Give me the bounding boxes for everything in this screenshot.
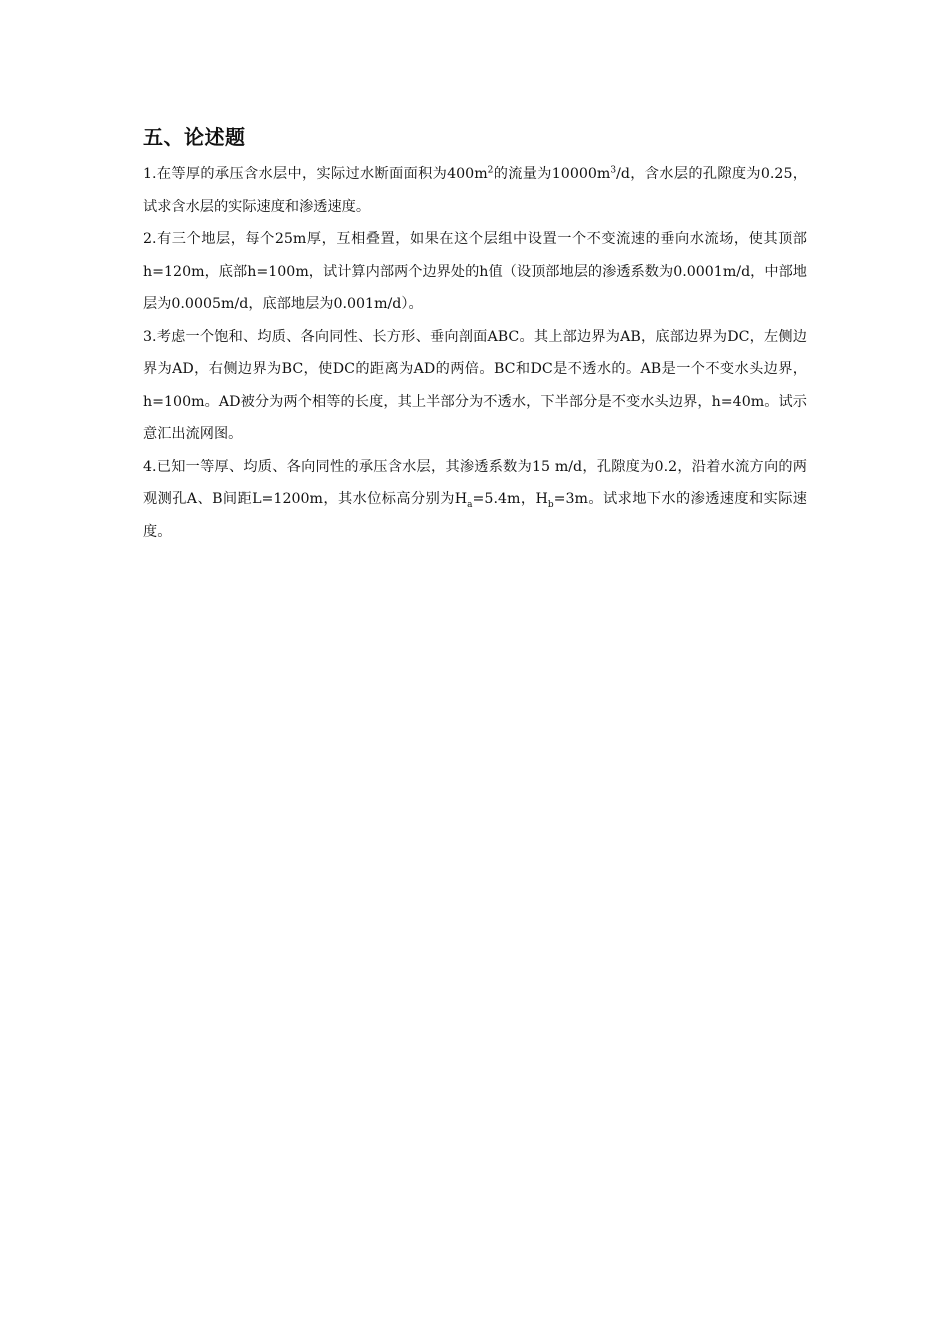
question-1-sup-b: 3 [610, 165, 617, 176]
question-3: 3.考虑一个饱和、均质、各向同性、长方形、垂向剖面ABC。其上部边界为AB，底部边界为DC，左侧边界为AD，右侧边界为BC，使DC的距离为AD的两倍。BC和DC是不透水的。AB是一个不变水头边界，h=100m。AD被分为两个相等的长度，其上半部分为不透水，下半部分是不变水头边界，h=40m。试示意汇出流网图。 [143, 328, 807, 442]
question-1-sup-a: 2 [487, 165, 494, 176]
section-title: 五、论述题 [143, 125, 246, 149]
question-2: 2.有三个地层，每个25m厚，互相叠置，如果在这个层组中设置一个不变流速的垂向水流场，使其顶部h=120m，底部h=100m，试计算内部两个边界处的h值（设顶部地层的渗透系数为0.0001m/d，中部地层为0.0005m/d，底部地层为0.001m/d）。 [143, 231, 807, 312]
question-4-text-b: =5.4m，H [472, 491, 548, 507]
question-4-text-c: =3m。试求地下水的渗透速度和实际速度。 [143, 491, 807, 540]
document-content [143, 120, 807, 548]
question-4-sub-b: b [547, 499, 554, 510]
question-1 [143, 158, 807, 223]
question-1-text-c: /d，含水层的孔隙度为0.25，试求含水层的实际速度和渗透速度。 [143, 166, 807, 215]
question-4-sub-a: a [467, 499, 473, 510]
question-4 [143, 451, 807, 549]
question-1-text-b: 的流量为10000m [493, 166, 611, 182]
question-1-text-a: 1.在等厚的承压含水层中，实际过水断面面积为400m [143, 166, 488, 182]
question-4-text-a: 4.已知一等厚、均质、各向同性的承压含水层，其渗透系数为15 m/d，孔隙度为0.2，沿着水流方向的两观测孔A、B间距L=1200m，其水位标高分别为H [143, 458, 807, 507]
